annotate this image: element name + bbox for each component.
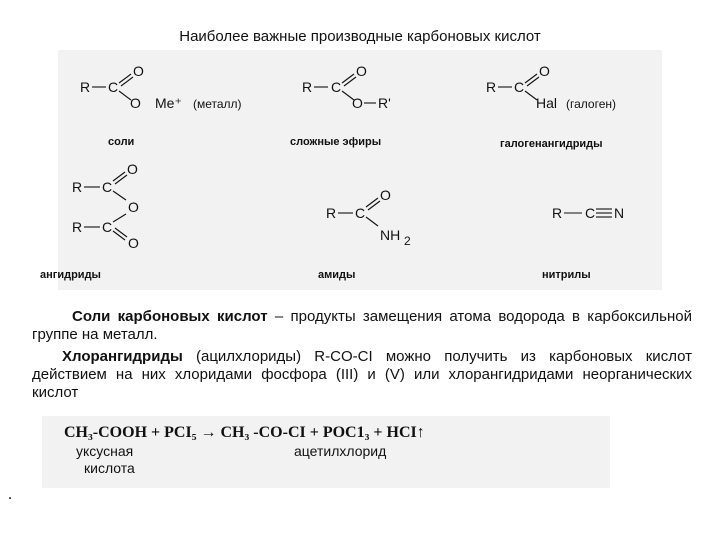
anhydride-r2: R [72,219,83,235]
ester-r2: R' [378,95,391,111]
ester-r: R [302,79,313,95]
halide-note: (галоген) [566,97,617,111]
anhydride-c1: C [102,179,113,195]
nitrile-label: нитрилы [542,269,591,281]
salt-r: R [80,79,91,95]
halide-o1: O [539,63,550,79]
stray-bullet: . [8,486,12,503]
reaction-equation: CH₃-COOH + PCI₅ → CH₃ -CO-CI + POC1₃ + HCI↑ [64,424,425,441]
page-title: Наиболее важные производные карбоновых кислот [179,28,541,45]
halide-label: галогенангидриды [500,138,603,150]
salts-definition: – продукты замещения атома водорода в карбоксильной группе на металл. [32,308,692,343]
ester-c: C [331,79,342,95]
product-name: ацетилхлорид [294,443,387,459]
ester-o1: O [356,63,367,79]
amide-label: амиды [318,269,356,281]
amide-sub: 2 [404,234,411,248]
nitrile-structure [542,205,624,281]
halide-c: C [514,79,525,95]
acyl-chlorides-term: Хлорангидриды [62,348,183,365]
ester-o2: O [352,95,363,111]
salt-o2: O [130,95,141,111]
acyl-chlorides-paragraph [32,348,692,402]
reactant-name-line2: кислота [84,460,135,476]
anhydride-c2: C [102,219,113,235]
anhydride-o2: O [128,235,139,251]
nitrile-r: R [552,205,563,221]
reactant-name-line1: уксусная [76,443,134,459]
anhydride-o-bridge: O [128,199,139,215]
anhydride-structure [40,161,139,281]
acyl-chlorides-text: (ацилхлориды) R-CO-CI можно получить из карбоновых кислот действием на них хлоридами фосфора (III) и (V) или хлорангидридами неорганических кислот [32,348,692,401]
amide-structure [318,187,411,281]
anhydride-label: ангидриды [40,269,101,281]
amide-o1: O [380,187,391,203]
nitrile-c: C [585,205,596,221]
salts-term: Соли карбоновых кислот [72,308,268,325]
salt-label: соли [108,136,135,148]
amide-c: C [355,205,366,221]
halide-r: R [486,79,497,95]
salt-structure [80,63,242,148]
halide-hal: Hal [536,95,558,111]
salts-paragraph [32,308,692,344]
amide-nh: NH [380,227,401,243]
anhydride-o1: O [127,161,138,177]
salt-me: Me⁺ [155,95,182,111]
ester-label: сложные эфиры [290,136,382,148]
salt-note: (металл) [193,97,242,111]
salt-c: C [108,79,119,95]
acyl-halide-structure [486,63,616,150]
ester-structure [290,63,391,148]
anhydride-r1: R [72,179,83,195]
salt-o1: O [133,63,144,79]
nitrile-n: N [614,205,625,221]
amide-r: R [326,205,337,221]
derivatives-figure [40,50,662,290]
reaction-equation-box [42,416,610,488]
